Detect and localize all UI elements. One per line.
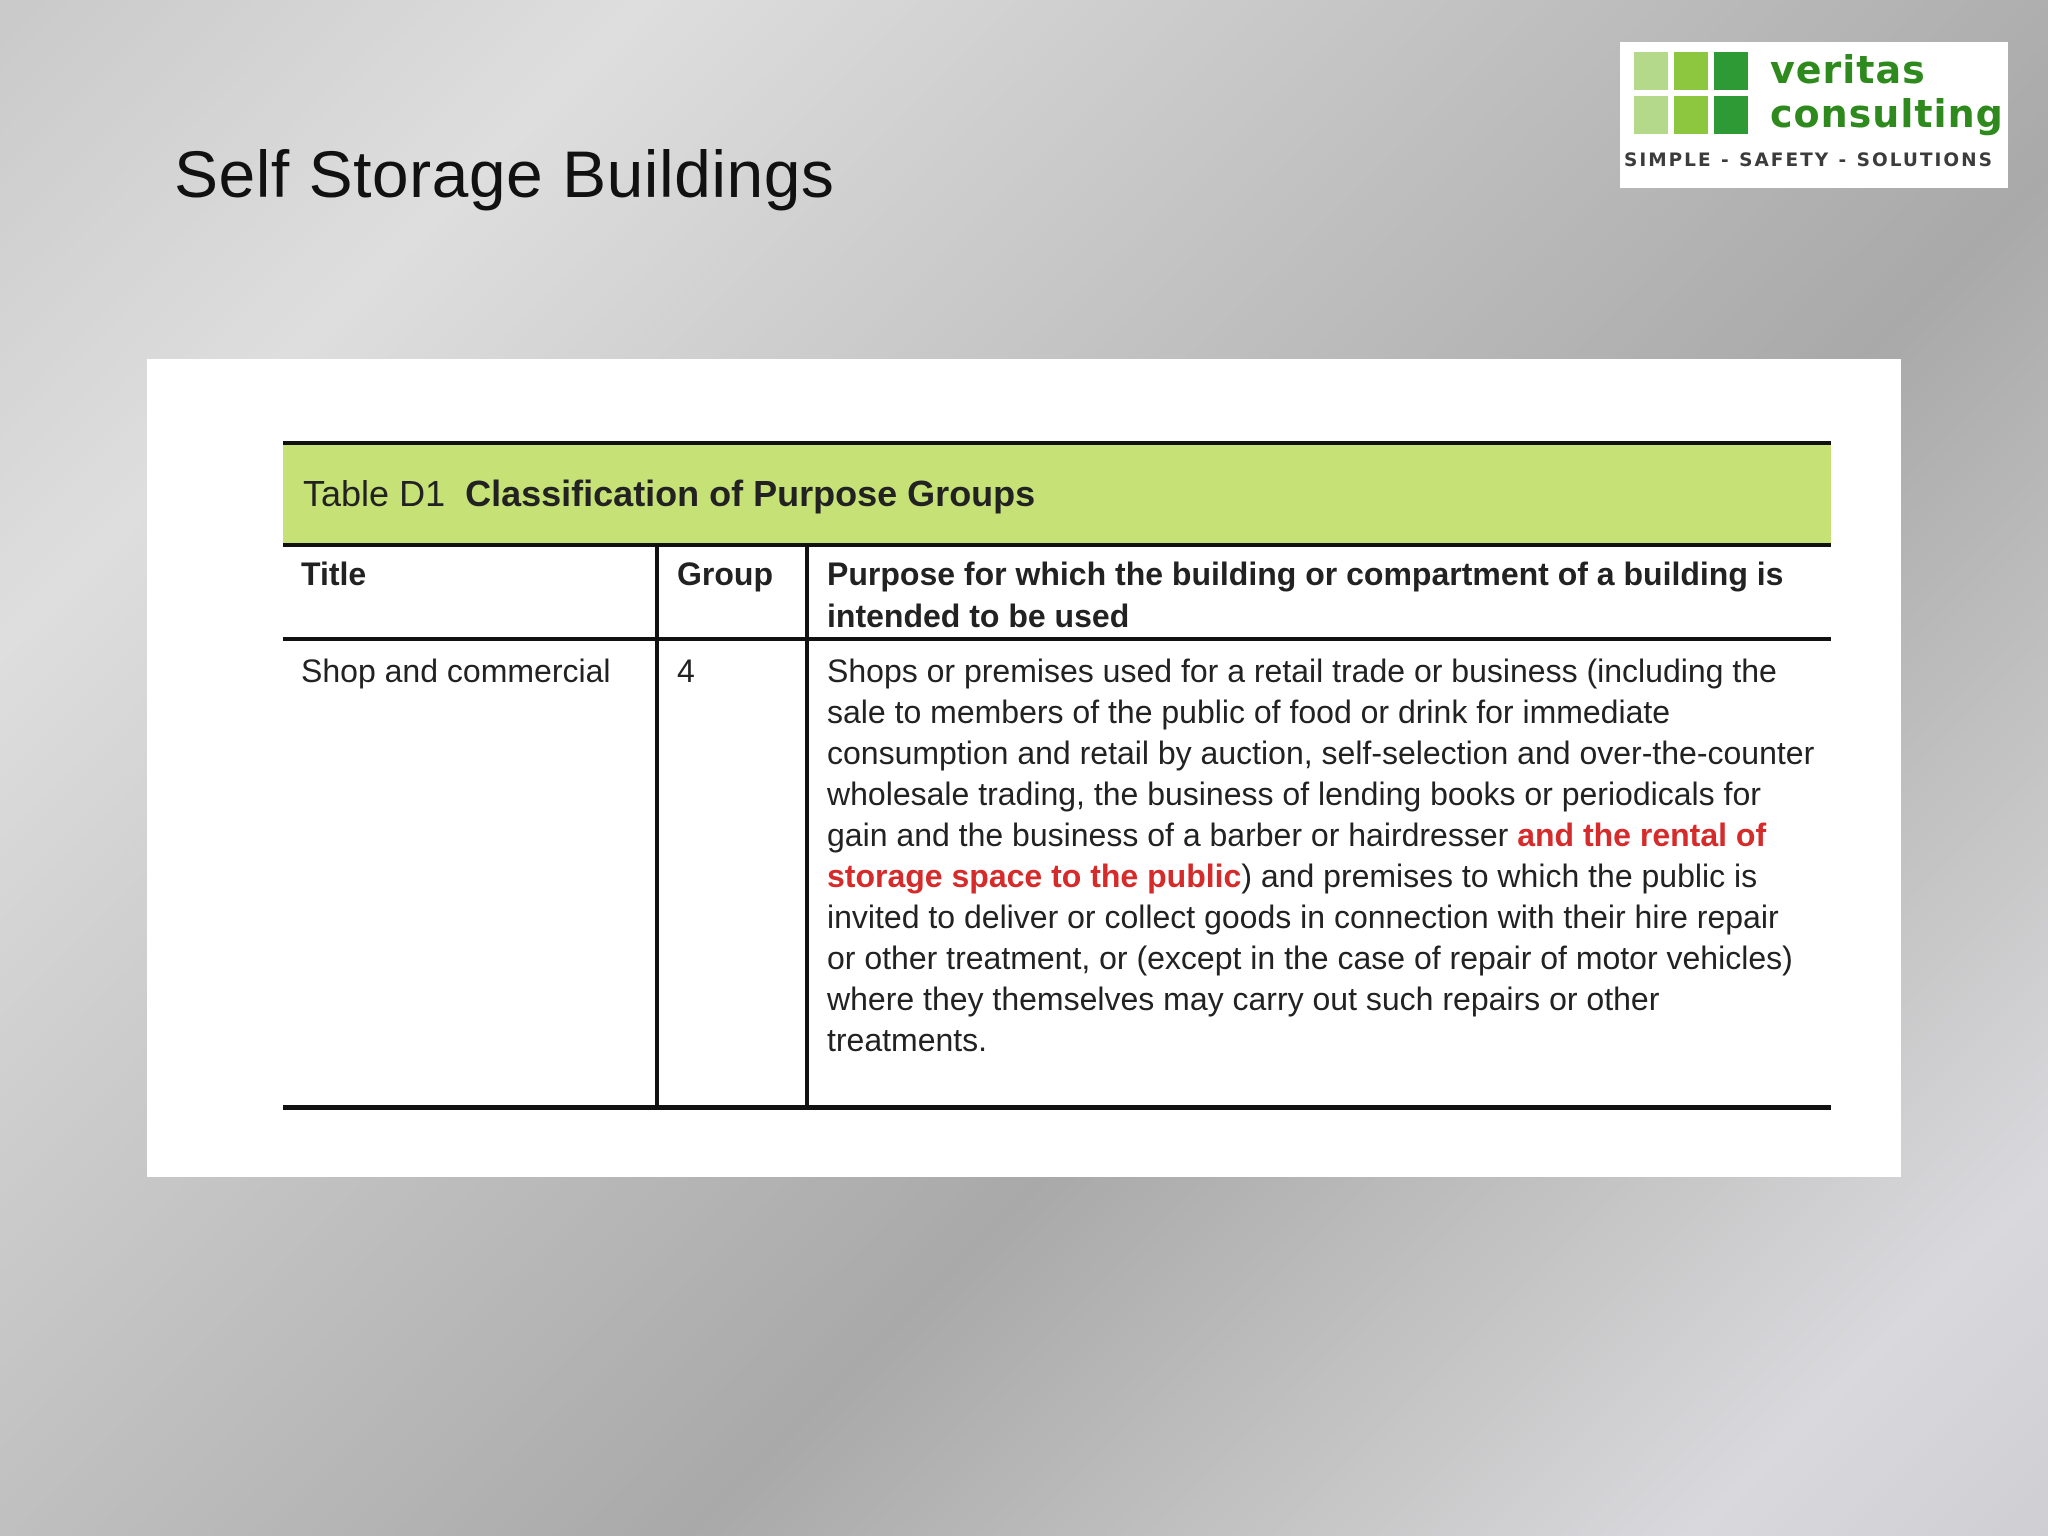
table-caption: [283, 441, 1831, 543]
cell-purpose: [807, 639, 1831, 1107]
table-caption-title: Classification of Purpose Groups: [465, 473, 1036, 514]
slide-title: Self Storage Buildings: [174, 137, 835, 211]
logo-line1: veritas: [1770, 48, 1926, 92]
column-header-group: Group: [657, 545, 807, 639]
cell-title: Shop and commercial: [301, 653, 611, 689]
logo-line2: consulting: [1770, 92, 2004, 136]
purpose-highlight: and the rental of storage space to the public: [827, 817, 1767, 894]
cell-group: 4: [657, 639, 807, 1107]
logo-wordmark: [1770, 48, 2004, 136]
table-header-row: [283, 545, 1831, 639]
purpose-text-before: Shops or premises used for a retail trade or business (including the sale to members of the public of food or drink for immediate consumption and retail by auction, self-selection and over-the-counter wholesale trading, the business of lending books or periodicals for gain and the business of a barber or hairdresser: [827, 653, 1815, 853]
table-caption-label: Table D1: [303, 473, 446, 514]
column-header-purpose: Purpose for which the building or compartment of a building is intended to be used: [807, 545, 1831, 639]
purpose-groups-table: [283, 441, 1831, 1110]
column-header-title: Title: [283, 545, 657, 639]
logo-squares-icon: [1634, 52, 1750, 136]
table-row: [283, 639, 1831, 1107]
classification-table: [283, 543, 1831, 1110]
table-panel: [147, 359, 1901, 1177]
purpose-text-after: ) and premises to which the public is invited to deliver or collect goods in connection with their hire repair or other treatment, or (except in the case of repair of motor vehicles) where they themselves may carry out such repairs or other treatments.: [827, 858, 1793, 1058]
veritas-consulting-logo: [1620, 42, 2008, 188]
logo-tagline: SIMPLE - SAFETY - SOLUTIONS: [1624, 150, 1994, 171]
